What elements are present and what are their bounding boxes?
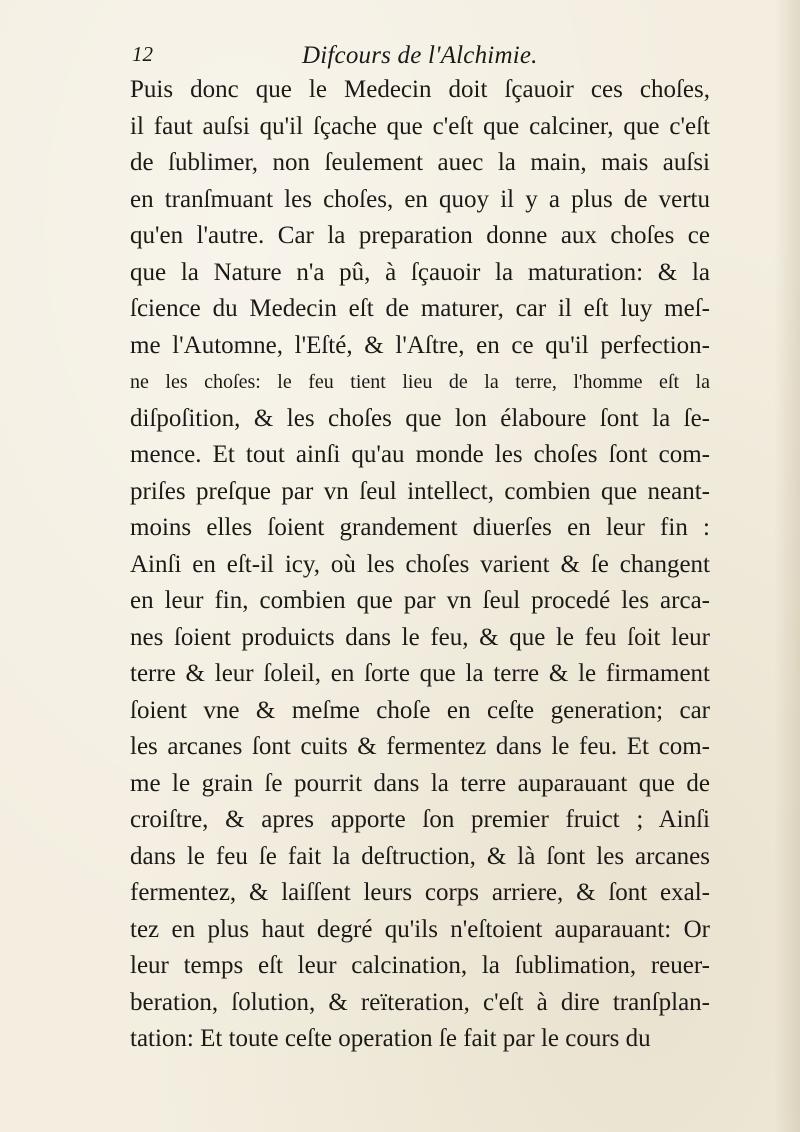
- text-line: que la Nature n'a pû, à ſçauoir la maturation: & la: [130, 258, 710, 286]
- text-line: tation: Et toute ceſte operation ſe fait par le cours du: [130, 1025, 651, 1052]
- text-line: nes ſoient produicts dans le feu, & que le feu ſoit leur: [130, 623, 710, 651]
- text-line: ne les choſes: le feu tient lieu de la terre, l'homme eſt la: [130, 371, 710, 393]
- text-line: Ainſi en eſt-il icy, où les choſes varient & ſe changent: [130, 550, 710, 578]
- running-head: [132, 42, 732, 72]
- page-number: 12: [132, 42, 153, 66]
- text-line: Puis donc que le Medecin doit ſçauoir ces choſes,: [130, 76, 710, 103]
- text-line: beration, ſolution, & reïteration, c'eſt à dire tranſplan-: [130, 988, 710, 1016]
- text-line: ſoient vne & meſme choſe en ceſte generation; car: [130, 696, 710, 724]
- text-line: il faut auſsi qu'il ſçache que c'eſt que calciner, que c'eſt: [130, 112, 710, 140]
- text-line: tez en plus haut degré qu'ils n'eſtoient auparauant: Or: [130, 915, 710, 943]
- text-line: les arcanes ſont cuits & fermentez dans le feu. Et com-: [130, 733, 710, 760]
- text-line: de ſublimer, non ſeulement auec la main, mais auſsi: [130, 149, 710, 176]
- text-line: ſcience du Medecin eſt de maturer, car il eſt luy meſ-: [130, 295, 710, 322]
- text-line: moins elles ſoient grandement diuerſes en leur fin :: [130, 514, 710, 541]
- text-line: dans le feu ſe fait la deſtruction, & là ſont les arcanes: [130, 842, 710, 870]
- text-line: en tranſmuant les choſes, en quoy il y a plus de vertu: [130, 185, 710, 213]
- text-line: qu'en l'autre. Car la preparation donne aux choſes ce: [130, 222, 710, 249]
- page-edge-shading: [774, 0, 800, 1132]
- text-line: croiſtre, & apres apporte ſon premier fruict ; Ainſi: [130, 806, 710, 833]
- text-line: me le grain ſe pourrit dans la terre auparauant que de: [130, 769, 710, 797]
- running-title: Difcours de l'Alchimie.: [302, 42, 538, 69]
- body-text: [130, 72, 710, 1058]
- text-line: me l'Automne, l'Eſté, & l'Aſtre, en ce qu'il perfection-: [130, 331, 710, 359]
- text-line: fermentez, & laiſſent leurs corps arriere, & ſont exal-: [130, 879, 710, 906]
- text-line: mence. Et tout ainſi qu'au monde les choſes ſont com-: [130, 441, 710, 468]
- text-line: leur temps eſt leur calcination, la ſublimation, reuer-: [130, 952, 710, 979]
- text-line: priſes preſque par vn ſeul intellect, combien que neant-: [130, 477, 710, 505]
- text-line: en leur fin, combien que par vn ſeul procedé les arca-: [130, 587, 710, 614]
- text-line: diſpoſition, & les choſes que lon élaboure ſont la ſe-: [130, 404, 710, 432]
- text-line: terre & leur ſoleil, en ſorte que la terre & le firmament: [130, 660, 710, 687]
